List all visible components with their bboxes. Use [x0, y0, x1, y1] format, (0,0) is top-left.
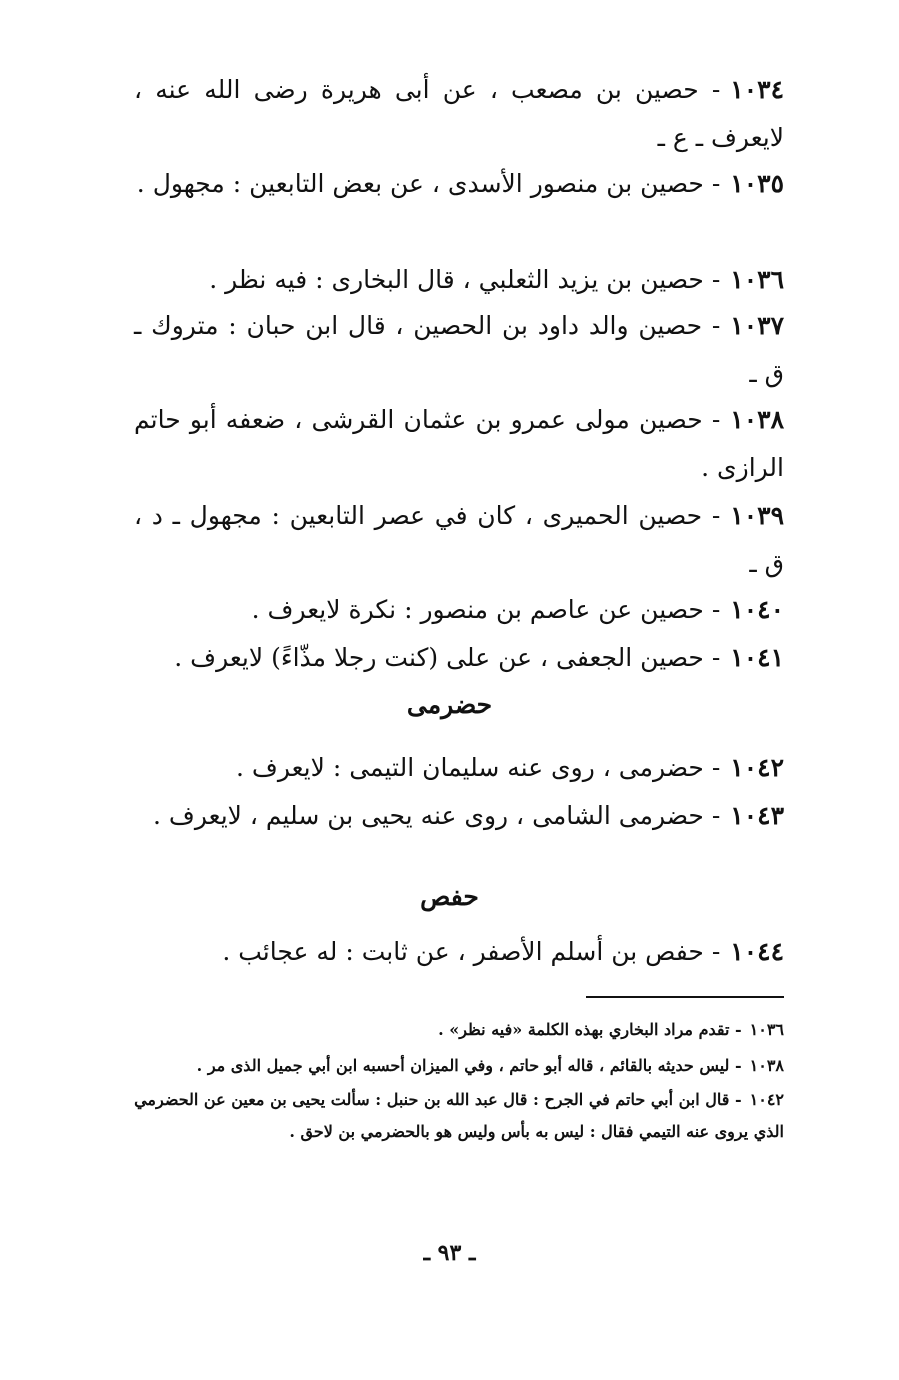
entry-1043 — [134, 792, 784, 840]
entry-1035 — [134, 160, 784, 208]
footnote-number: ١٠٣٦ — [749, 1020, 784, 1039]
entry-number: ١٠٤٢ — [730, 753, 784, 782]
entry-text: - حفص بن أسلم الأصفر ، عن ثابت : له عجائب . — [222, 937, 721, 966]
footnote-text: - تقدم مراد البخاري بهذه الكلمة «فيه نظر» . — [438, 1020, 742, 1039]
entry-1034 — [134, 66, 784, 162]
footnote-1042 — [104, 1084, 784, 1148]
entry-1042 — [134, 744, 784, 792]
entry-number: ١٠٣٨ — [730, 405, 784, 434]
entry-text: - حصين بن منصور الأسدى ، عن بعض التابعين : مجهول . — [136, 169, 721, 198]
entry-number: ١٠٤٣ — [730, 801, 784, 830]
entry-text: - حصين بن يزيد الثعلبي ، قال البخارى : فيه نظر . — [209, 265, 721, 294]
footnote-divider — [586, 996, 784, 998]
footnote-1036 — [104, 1014, 784, 1046]
entry-number: ١٠٤١ — [730, 643, 784, 672]
entry-number: ١٠٣٦ — [730, 265, 784, 294]
entry-text: - حصين مولى عمرو بن عثمان القرشى ، ضعفه أبو حاتم الرازى . — [134, 405, 784, 482]
footnote-1038 — [104, 1050, 784, 1082]
entry-number: ١٠٣٧ — [730, 311, 784, 340]
footnote-number: ١٠٤٢ — [749, 1090, 784, 1109]
footnote-number: ١٠٣٨ — [749, 1056, 784, 1075]
entry-1036 — [134, 256, 784, 304]
entry-number: ١٠٤٤ — [730, 937, 784, 966]
entry-1041 — [134, 634, 784, 682]
entry-number: ١٠٤٠ — [730, 595, 784, 624]
section-heading-hadrami: حضرمى — [406, 690, 493, 719]
entry-text: - حضرمى الشامى ، روى عنه يحيى بن سليم ، لايعرف . — [153, 801, 721, 830]
entry-text: - حصين عن عاصم بن منصور : نكرة لايعرف . — [251, 595, 721, 624]
entry-number: ١٠٣٥ — [730, 169, 784, 198]
entry-text: - حصين والد داود بن الحصين ، قال ابن حبان : متروك ـ ق ـ — [134, 311, 784, 388]
entry-text: - حصين بن مصعب ، عن أبى هريرة رضى الله عنه ، لايعرف ـ ع ـ — [134, 75, 784, 152]
entry-text: - حصين الحميرى ، كان في عصر التابعين : مجهول ـ د ، ق ـ — [134, 501, 784, 578]
footnote-text: - قال ابن أبي حاتم في الجرح : قال عبد الله بن حنبل : سألت يحيى بن معين عن الحضرمي الذي يروى عنه التيمي فقال : ليس به بأس وليس هو بالحضرمي بن لاحق . — [134, 1090, 784, 1141]
entry-number: ١٠٣٤ — [730, 75, 784, 104]
page-number: ـ ٩٣ ـ — [423, 1240, 476, 1266]
entry-1037 — [134, 302, 784, 398]
entry-text: - حصين الجعفى ، عن على (كنت رجلا مذّاءً) لايعرف . — [174, 643, 721, 672]
footnote-text: - ليس حديثه بالقائم ، قاله أبو حاتم ، وفي الميزان أحسبه ابن أبي جميل الذى مر . — [196, 1056, 742, 1075]
entry-1038 — [134, 396, 784, 492]
entry-text: - حضرمى ، روى عنه سليمان التيمى : لايعرف . — [236, 753, 721, 782]
entry-1039 — [134, 492, 784, 588]
entry-number: ١٠٣٩ — [730, 501, 784, 530]
section-heading-hafs: حفص — [420, 882, 479, 911]
entry-1040 — [134, 586, 784, 634]
entry-1044 — [134, 928, 784, 976]
